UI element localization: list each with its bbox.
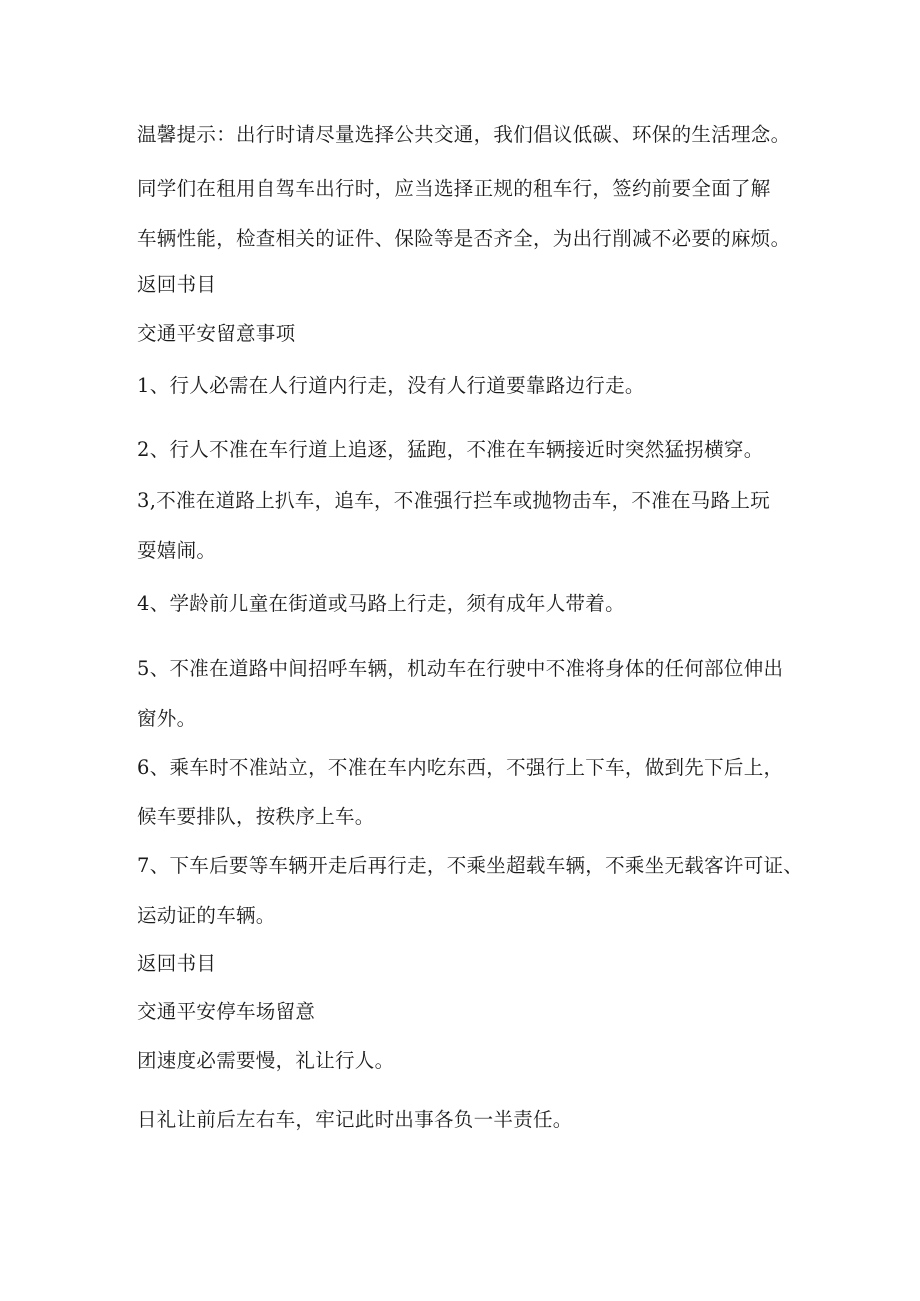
rule-item-7-line-1: 7、下车后要等车辆开走后再行走，不乘坐超载车辆，不乘坐无载客许可证、 (137, 854, 804, 877)
return-to-contents-link[interactable]: 返回书目 (137, 273, 217, 296)
section-heading-parking-lot: 交通平安停车场留意 (137, 1000, 316, 1023)
parking-note-2: 日礼让前后左右车，牢记此时出事各负一半责任。 (137, 1108, 573, 1131)
rule-item-7-line-2: 运动证的车辆。 (137, 904, 276, 927)
rule-item-2: 2、行人不准在车行道上追逐，猛跑，不准在车辆接近时突然猛拐横穿。 (137, 438, 764, 461)
paragraph-tip-line-1: 温馨提示：出行时请尽量选择公共交通，我们倡议低碳、环保的生活理念。 (137, 123, 791, 146)
rule-item-6-line-2: 候车要排队，按秩序上车。 (137, 805, 375, 828)
rule-item-3-line-2: 耍嬉闹。 (137, 539, 217, 562)
rule-item-6-line-1: 6、乘车时不准站立，不准在车内吃东西，不强行上下车，做到先下后上， (137, 756, 784, 779)
paragraph-tip-line-2: 同学们在租用自驾车出行时，应当选择正规的租车行，签约前要全面了解 (137, 177, 771, 200)
rule-item-5-line-1: 5、不准在道路中间招呼车辆，机动车在行驶中不准将身体的任何部位伸出 (137, 657, 784, 680)
return-to-contents-link-2[interactable]: 返回书目 (137, 952, 217, 975)
section-heading-traffic-safety: 交通平安留意事项 (137, 322, 296, 345)
rule-item-3-line-1: 3,不准在道路上扒车，追车，不准强行拦车或抛物击车，不准在马路上玩 (137, 489, 771, 512)
rule-item-1: 1、行人必需在人行道内行走，没有人行道要靠路边行走。 (137, 374, 645, 397)
paragraph-tip-line-3: 车辆性能，检查相关的证件、保险等是否齐全，为出行削减不必要的麻烦。 (137, 227, 791, 250)
rule-item-5-line-2: 窗外。 (137, 707, 197, 730)
parking-note-1: 团速度必需要慢，礼让行人。 (137, 1049, 395, 1072)
rule-item-4: 4、学龄前儿童在街道或马路上行走，须有成年人带着。 (137, 592, 625, 615)
